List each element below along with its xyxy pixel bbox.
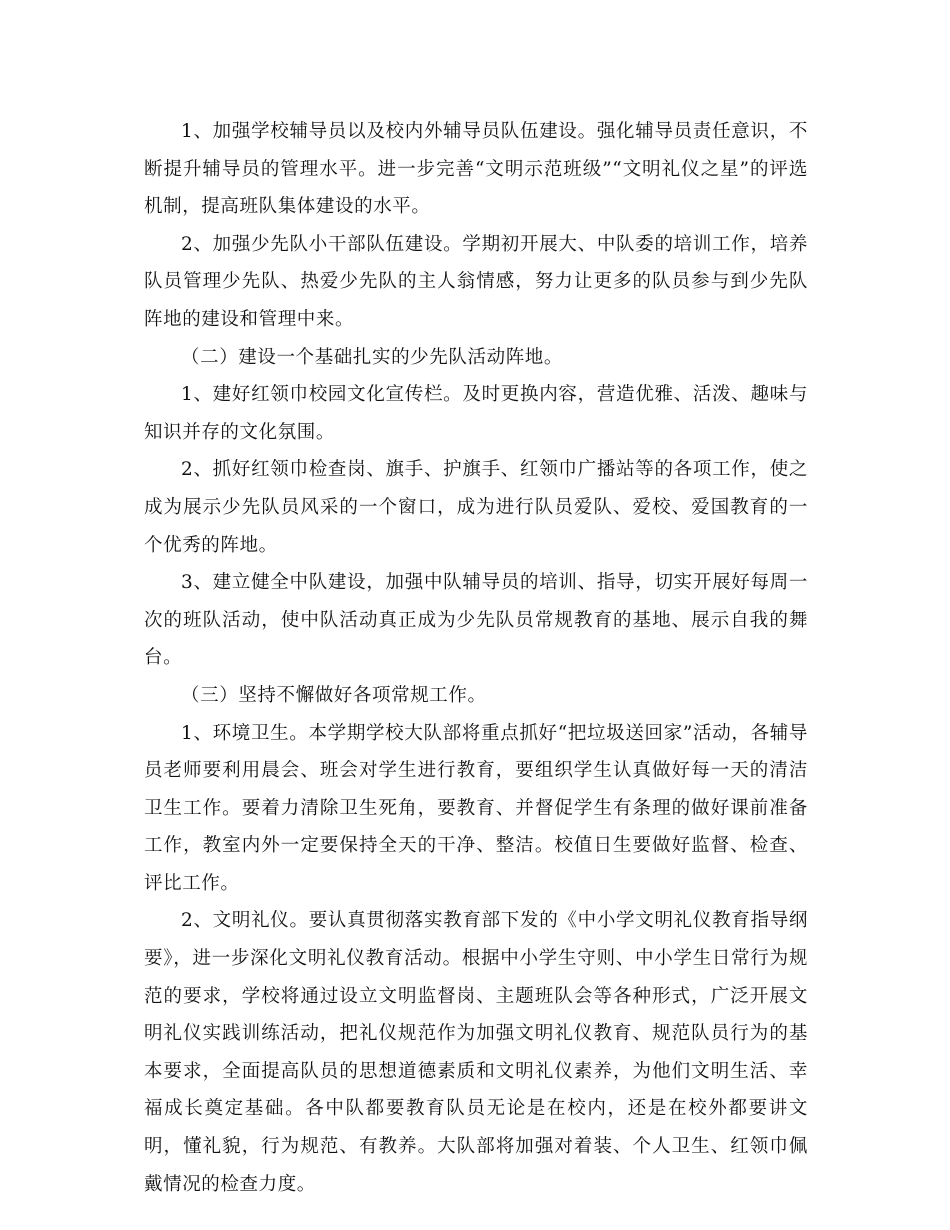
paragraph-5: 3、建立健全中队建设，加强中队辅导员的培训、指导，切实开展好每周一次的班队活动，使中队活动真正成为少先队员常规教育的基地、展示自我的舞台。 (144, 572, 808, 669)
paragraph-1: 1、加强学校辅导员以及校内外辅导员队伍建设。强化辅导员责任意识，不断提升辅导员的管理水平。进一步完善“文明示范班级”“文明礼仪之星”的评选机制，提高班队集体建设的水平。 (144, 121, 808, 218)
paragraph-3: 1、建好红领巾校园文化宣传栏。及时更换内容，营造优雅、活泼、趣味与知识并存的文化氛围。 (144, 384, 808, 443)
paragraph-4: 2、抓好红领巾检查岗、旗手、护旗手、红领巾广播站等的各项工作，使之成为展示少先队员风采的一个窗口，成为进行队员爱队、爱校、爱国教育的一个优秀的阵地。 (144, 459, 808, 556)
paragraph-7: 2、文明礼仪。要认真贯彻落实教育部下发的《中小学文明礼仪教育指导纲要》，进一步深化文明礼仪教育活动。根据中小学生守则、中小学生日常行为规范的要求，学校将通过设立文明监督岗、主题班队会等各种形式，广泛开展文明礼仪实践训练活动，把礼仪规范作为加强文明礼仪教育、规范队员行为的基本要求，全面提高队员的思想道德素质和文明礼仪素养，为他们文明生活、幸福成长奠定基础。各中队都要教育队员无论是在校内，还是在校外都要讲文明，懂礼貌，行为规范、有教养。大队部将加强对着装、个人卫生、红领巾佩戴情况的检查力度。 (144, 910, 808, 1195)
document-body (144, 113, 808, 1203)
section-heading-2: （二）建设一个基础扎实的少先队活动阵地。 (181, 346, 564, 368)
section-heading-3: （三）坚持不懈做好各项常规工作。 (181, 684, 487, 706)
paragraph-2: 2、加强少先队小干部队伍建设。学期初开展大、中队委的培训工作，培养队员管理少先队、热爱少先队的主人翁情感，努力让更多的队员参与到少先队阵地的建设和管理中来。 (144, 233, 808, 330)
paragraph-6: 1、环境卫生。本学期学校大队部将重点抓好“把垃圾送回家”活动，各辅导员老师要利用晨会、班会对学生进行教育，要组织学生认真做好每一天的清洁卫生工作。要着力清除卫生死角，要教育、并督促学生有条理的做好课前准备工作，教室内外一定要保持全天的干净、整洁。校值日生要做好监督、检查、评比工作。 (144, 722, 808, 894)
